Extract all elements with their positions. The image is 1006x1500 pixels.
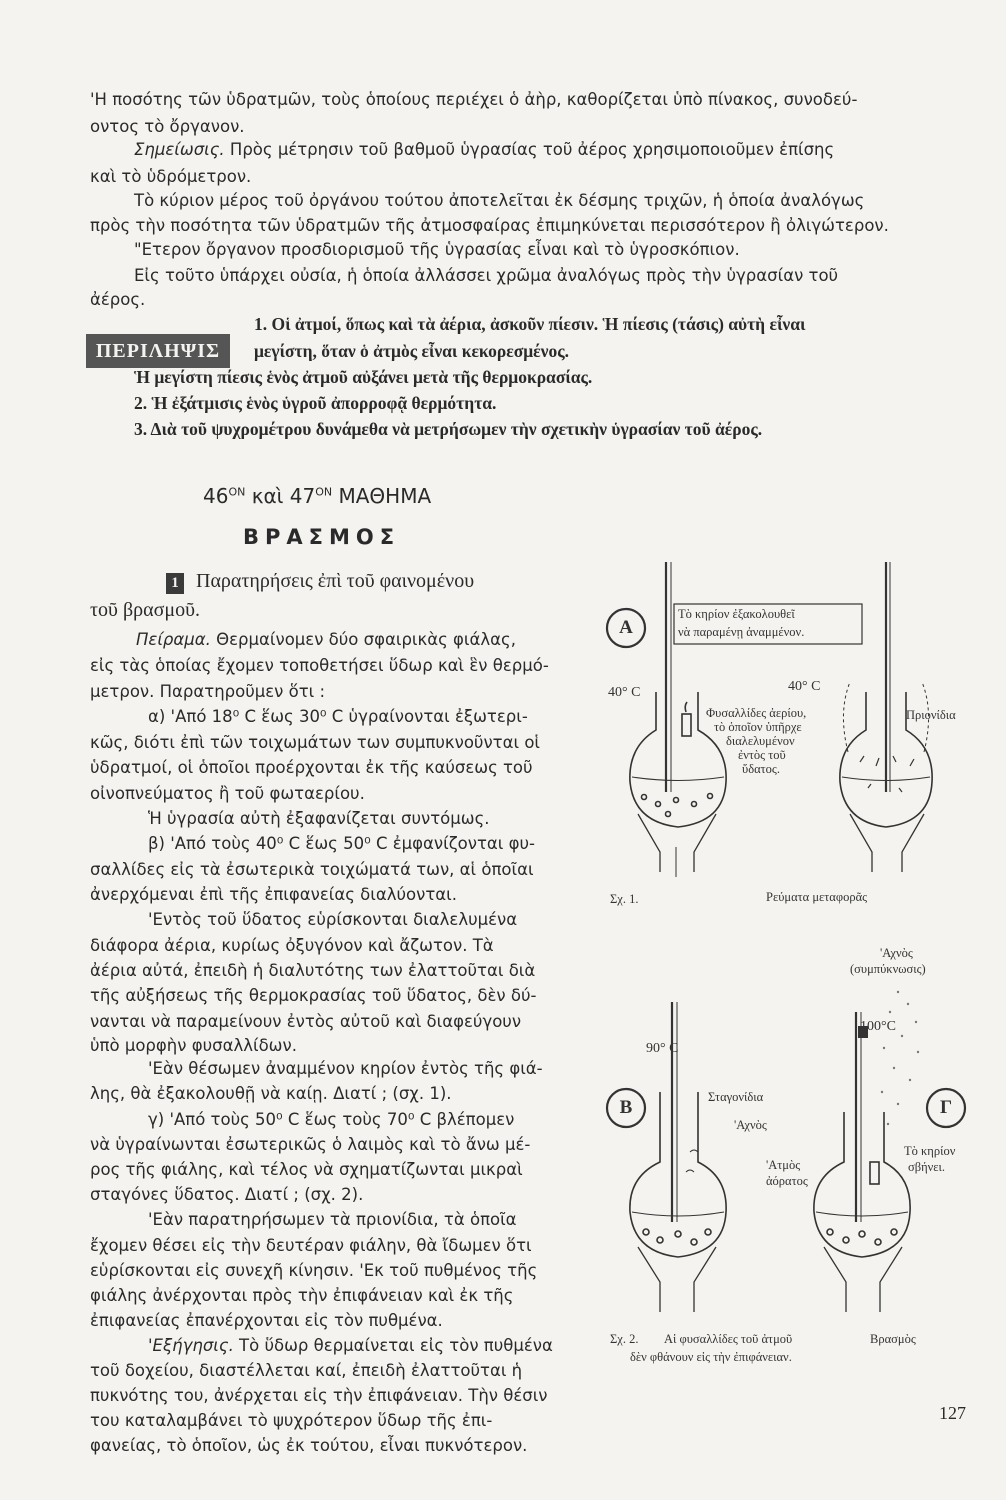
body-line-2: εἰς τὰς ὁποίας ἔχομεν τοποθετήσει ὕδωρ καὶ ἓν θερμό- [90, 656, 549, 675]
body-line-17: ὑπὸ μορφὴν φυσαλλίδων. [90, 1036, 297, 1055]
section-title-2: τοῦ βρασμοῦ. [90, 599, 200, 621]
candle-out-label-1: Τὸ κηρίον [904, 1144, 956, 1158]
lesson-and: καὶ [245, 484, 290, 508]
body-line-23: σταγόνες ὕδατος. Διατί ; (σχ. 2). [90, 1185, 364, 1204]
currents-label: Ρεύματα μεταφορᾶς [766, 890, 868, 904]
badge-a: Α [619, 617, 633, 638]
note-line-2: καὶ τὸ ὑδρόμετρον. [90, 167, 252, 186]
body-text-1: Θερμαίνομεν δύο σφαιρικὰς φιάλας, [210, 630, 516, 649]
flask-g [814, 1012, 910, 1312]
badge-b: Β [619, 1097, 633, 1118]
summary-line-5: 3. Διὰ τοῦ ψυχρομέτρου δυνάμεθα νὰ μετρήσωμεν τὴν σχετικὴν ὑγρασίαν τοῦ ἀέρος. [134, 419, 763, 439]
section-number-badge: 1 [166, 573, 184, 594]
body-line-24: 'Εὰν παρατηρήσωμεν τὰ πριονίδια, τὰ ὁποῖα [148, 1210, 517, 1229]
body-line-6: ὑδρατμοί, οἱ ὁποῖοι προέρχονται ἐκ τῆς καύσεως τοῦ [90, 758, 533, 777]
expl-line-3: πυκνότης του, ἀνέρχεται εἰς τὴν ἐπιφάνειαν. Τὴν θέσιν [90, 1386, 548, 1405]
lesson-word: ΜΑΘΗΜΑ [332, 484, 432, 508]
body-line-26: εὑρίσκονται εἰς συνεχῆ κίνησιν. 'Εκ τοῦ πυθμένος τῆς [90, 1261, 538, 1280]
note-line-4: πρὸς τὴν ποσότητα τῶν ὑδρατμῶν τῆς ἀτμοσφαίρας ἐπιμηκύνεται περισσότερον ἢ ὀλιγώτερον. [90, 216, 889, 235]
droplets-label: Σταγονίδια [708, 1090, 764, 1104]
body-line-1 [136, 630, 516, 650]
body-line-22: ρος τῆς φιάλης, καὶ τέλος νὰ σχηματίζωνται μικραὶ [90, 1160, 523, 1179]
body-line-4: α) 'Από 18⁰ C ἕως 30⁰ C ὑγραίνονται ἐξωτερι- [148, 707, 528, 726]
temp-100: 100°C [860, 1019, 896, 1034]
boiling-figure [598, 552, 968, 1372]
temp-40-left: 40° C [608, 685, 641, 700]
summary-line-4: 2. Ἡ ἐξάτμισις ἑνὸς ὑγροῦ ἀπορροφᾷ θερμότητα. [134, 393, 497, 413]
body-line-14: ἀέρια αὐτά, ἐπειδὴ ἡ διαλυτότης των ἐλαττοῦται διὰ [90, 961, 536, 980]
body-line-5: κῶς, διότι ἐπὶ τῶν τοιχωμάτων των συμπυκνοῦνται οἱ [90, 733, 541, 752]
lesson-number-2: 47 [289, 484, 316, 508]
summary-badge: ΠΕΡΙΛΗΨΙΣ [86, 334, 230, 368]
body-line-13: διάφορα ἀέρια, κυρίως ὀξυγόνον καὶ ἄζωτον. Τὰ [90, 936, 494, 955]
body-line-12: 'Εντὸς τοῦ ὕδατος εὑρίσκονται διαλελυμένα [148, 910, 518, 929]
experiment-label: Πείραμα. [136, 630, 211, 649]
intro-line-2: οντος τὸ ὄργανον. [90, 117, 245, 136]
note-line-7: ἀέρος. [90, 290, 146, 309]
note-line-3: Τὸ κύριον μέρος τοῦ ὀργάνου τούτου ἀποτελεῖται ἐκ δέσμης τριχῶν, ἡ ὁποία ἀναλόγως [134, 191, 865, 210]
badge-g: Γ [939, 1097, 953, 1118]
lesson-number-1: 46 [203, 484, 229, 508]
expl-text-1: Τὸ ὕδωρ θερμαίνεται εἰς τὸν πυθμένα [233, 1336, 553, 1355]
summary-line-2: μεγίστη, ὅταν ὁ ἀτμὸς εἶναι κεκορεσμένος. [254, 341, 569, 361]
bubbles-label-2: τὸ ὁποῖον ὑπῆρχε [714, 720, 802, 734]
intro-line-1: 'Η ποσότης τῶν ὑδρατμῶν, τοὺς ὁποίους περιέχει ὁ ἀὴρ, καθορίζεται ὑπὸ πίνακος, συνοδεύ- [90, 90, 858, 109]
candle-out-label-2: σβήνει. [908, 1160, 946, 1174]
vapor-label-1: 'Ατμὸς [766, 1158, 801, 1172]
section-title-1: Παρατηρήσεις ἐπὶ τοῦ φαινομένου [196, 570, 475, 592]
body-line-25: ἔχομεν θέσει εἰς τὴν δευτέραν φιάλην, θὰ ἴδωμεν ὅτι [90, 1236, 532, 1255]
lesson-header [203, 484, 431, 508]
body-line-16: νανται νὰ παραμείνουν ἐντὸς αὐτοῦ καὶ διαφεύγουν [90, 1012, 522, 1031]
body-line-18: 'Εὰν θέσωμεν ἀναμμένον κηρίον ἐντὸς τῆς φιά- [148, 1059, 543, 1078]
temp-90: 90° C [646, 1041, 679, 1056]
note-line-1 [134, 140, 834, 160]
steam-visible-label-2: (συμπύκνωσις) [850, 962, 926, 976]
note-line-6: Εἰς τοῦτο ὑπάρχει οὐσία, ἡ ὁποία ἀλλάσσει χρῶμα ἀναλόγως πρὸς τὴν ὑγρασίαν τοῦ [134, 266, 839, 285]
expl-line-1 [148, 1336, 553, 1356]
body-line-28: ἐπιφανείας ἐπανέρχονται εἰς τὸν πυθμένα. [90, 1311, 443, 1330]
bubbles-label-1: Φυσαλλίδες ἀερίου, [706, 706, 807, 720]
summary-line-3: Ἡ μεγίστη πίεσις ἑνὸς ἀτμοῦ αὐξάνει μετὰ τῆς θερμοκρασίας. [134, 367, 593, 387]
figure-2-label: Σχ. 2. [610, 1332, 639, 1346]
expl-line-2: τοῦ δοχείου, διαστέλλεται καί, ἐπειδὴ ἐλαττοῦται ἡ [90, 1361, 523, 1380]
body-line-15: τῆς αὐξήσεως τῆς θερμοκρασίας τοῦ ὕδατος, δὲν δύ- [90, 986, 537, 1005]
bubbles-label-3: διαλελυμένον [726, 734, 795, 748]
sawdust-label: Πριονίδια [906, 708, 956, 722]
body-line-8: Ἡ ὑγρασία αὐτὴ ἐξαφανίζεται συντόμως. [148, 809, 490, 828]
expl-line-4: του καταλαμβάνει τὸ ψυχρότερον ὕδωρ τῆς ἐπι- [90, 1411, 493, 1430]
note-line-5: "Ετερον ὄργανον προσδιορισμοῦ τῆς ὑγρασίας εἶναι καὶ τὸ ὑγροσκόπιον. [134, 240, 740, 259]
summary-line-1: 1. Οἱ ἀτμοί, ὅπως καὶ τὰ ἀέρια, ἀσκοῦν πίεσιν. Ἡ πίεσις (τάσις) αὐτὴ εἶναι [254, 314, 806, 334]
caption-boiling: Βρασμὸς [870, 1332, 916, 1346]
body-line-3: μετρον. Παρατηροῦμεν ὅτι : [90, 682, 326, 701]
lesson-suffix-2: ΟΝ [315, 485, 333, 499]
steam-dots [881, 991, 919, 1125]
lesson-suffix-1: ΟΝ [228, 485, 246, 499]
body-line-19: λης, θὰ ἐξακολουθῇ νὰ καίῃ. Διατί ; (σχ. 1). [90, 1084, 452, 1103]
body-line-10: σαλλίδες εἰς τὰ ἐσωτερικὰ τοιχώματά των, αἱ ὁποῖαι [90, 860, 534, 879]
caption-bubbles-1: Αἱ φυσαλλίδες τοῦ ἀτμοῦ [664, 1332, 793, 1346]
page-number: 127 [939, 1403, 966, 1423]
steam-visible-label-1: 'Αχνὸς [880, 946, 913, 960]
expl-line-5: φανείας, τὸ ὁποῖον, ὡς ἐκ τούτου, εἶναι πυκνότερον. [90, 1436, 528, 1455]
temp-40-right: 40° C [788, 679, 821, 694]
explanation-label: 'Εξήγησις. [148, 1336, 234, 1355]
page-title: ΒΡΑΣΜΟΣ [243, 525, 401, 549]
body-line-7: οἰνοπνεύματος ἢ τοῦ φωταερίου. [90, 784, 365, 803]
figure-1-label: Σχ. 1. [610, 892, 639, 906]
caption-a-line-1: Τὸ κηρίον ἐξακολουθεῖ [678, 607, 795, 621]
body-line-21: νὰ ὑγραίνωνται ἐσωτερικῶς ὁ λαιμὸς καὶ τὸ ἄνω μέ- [90, 1135, 531, 1154]
note-text-1: Πρὸς μέτρησιν τοῦ βαθμοῦ ὑγρασίας τοῦ ἀέρος χρησιμοποιοῦμεν ἐπίσης [224, 140, 835, 159]
bubbles-label-4: ἐντὸς τοῦ [738, 748, 786, 762]
body-line-9: β) 'Από τοὺς 40⁰ C ἕως 50⁰ C ἐμφανίζονται φυ- [148, 834, 536, 853]
body-line-11: ἀνερχόμεναι ἐπὶ τῆς ἐπιφανείας διαλύονται. [90, 885, 457, 904]
body-line-20: γ) 'Από τοὺς 50⁰ C ἕως τοὺς 70⁰ C βλέπομεν [148, 1110, 515, 1129]
vapor-label-2: ἀόρατος [766, 1174, 808, 1188]
note-label: Σημείωσις. [134, 140, 225, 159]
caption-a-line-2: νὰ παραμένῃ ἀναμμένον. [678, 625, 805, 639]
body-line-27: φιάλης ἀνέρχονται πρὸς τὴν ἐπιφάνειαν καὶ ἐκ τῆς [90, 1286, 514, 1305]
bubbles-label-5: ὕδατος. [742, 762, 780, 776]
caption-bubbles-2: δὲν φθάνουν εἰς τὴν ἐπιφάνειαν. [630, 1350, 792, 1364]
steam-label: 'Αχνὸς [734, 1118, 767, 1132]
